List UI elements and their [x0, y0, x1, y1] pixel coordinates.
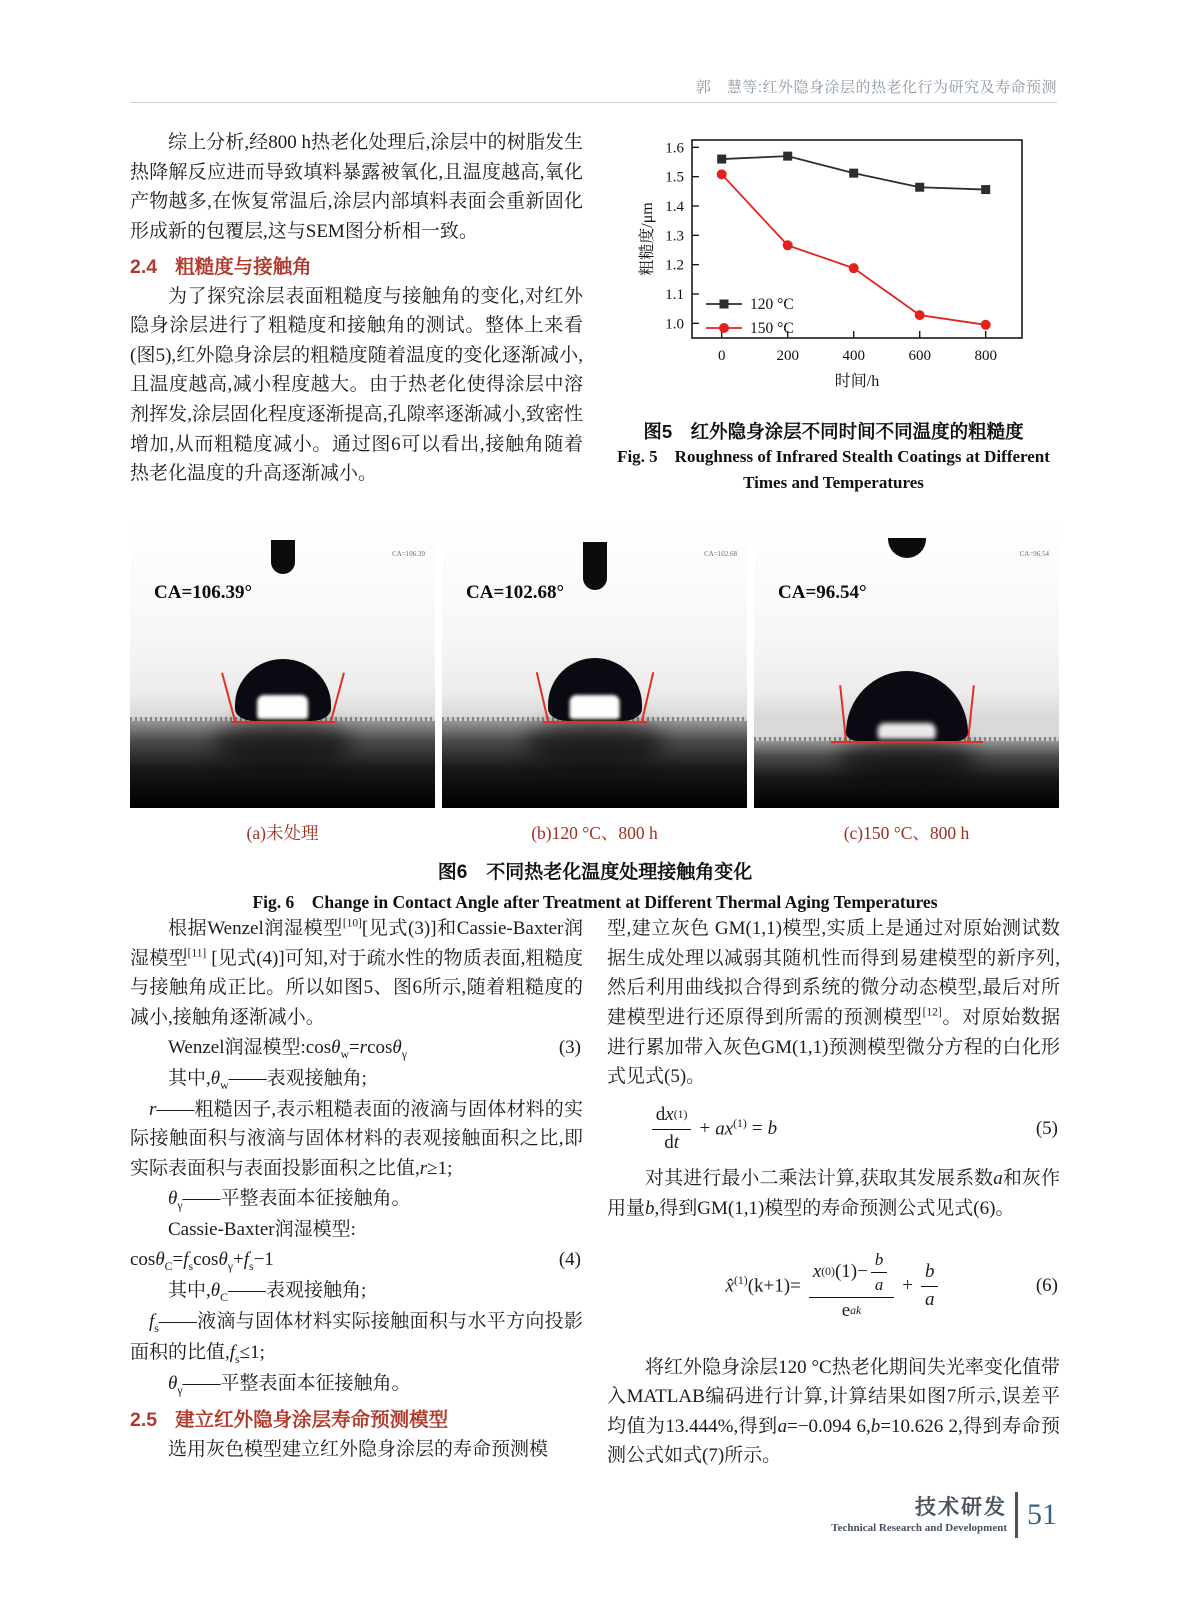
water-droplet — [846, 671, 968, 741]
angle-tangent-right — [967, 686, 975, 742]
page-footer — [831, 1492, 1057, 1538]
subcaption-a: (a)未处理 — [246, 823, 319, 843]
droplet-reflection — [213, 721, 353, 765]
section-heading-2-5 — [130, 1404, 583, 1432]
dosing-needle — [583, 542, 607, 590]
paragraph-wenzel: 根据Wenzel润湿模型[10][见式(3)]和Cassie-Baxter润湿模型[11] [见式(4)]可知,对于疏水性的物质表面,粗糙度与接触角成正比。所以如图5、图6所示,随着粗糙度的减小,接触角逐渐减小。 — [130, 917, 583, 1028]
angle-baseline — [231, 721, 335, 723]
svg-text:0: 0 — [717, 348, 725, 364]
definition-theta-w: 其中$,\theta_w——$表观接触角; — [168, 1067, 367, 1092]
paragraph-matlab-result: 将红外隐身涂层120 °C热老化期间失光率变化值带入MATLAB编码进行计算,计算结果如图7所示,误差平均值为13.444%,得到a=−0.094 6,b=10.626 2,得到寿命预测公式如式(7)所示。 — [607, 1356, 1061, 1467]
section-heading-2-4 — [130, 251, 583, 279]
figure5-block — [607, 128, 1060, 497]
paragraph-summary: 综上分析,经800 h热老化处理后,涂层中的树脂发生热降解反应进而导致填料暴露被氧化,且温度越高,氧化产物越多,在恢复常温后,涂层内部填料表面会重新固化形成新的包覆层,这与SEM图分析相一致。 — [130, 132, 583, 242]
svg-text:1.1: 1.1 — [664, 287, 684, 303]
angle-tangent-right — [330, 672, 345, 721]
bottom-right-column — [607, 914, 1060, 1471]
section-title: 建立红外隐身涂层寿命预测模型 — [175, 1409, 449, 1432]
svg-text:600: 600 — [907, 348, 931, 364]
svg-text:1.0: 1.0 — [664, 316, 684, 333]
angle-tangent-left — [839, 686, 847, 742]
bottom-left-column — [130, 914, 583, 1471]
paragraph-gm-model: 型,建立灰色 GM(1,1)模型,实质上是通过对原始测试数据生成处理以减弱其随机性而得到易建模型的新序列,然后利用曲线拟合得到系统的微分动态模型,最后对所建模型进行还原得到所需的预测模型[12]。对原始数据进行累加带入灰色GM(1,1)预测模型微分方程的白化形式见式(5)。 — [607, 918, 1060, 1088]
citation-10: [10] — [342, 917, 362, 930]
svg-text:1.2: 1.2 — [664, 257, 684, 274]
panel-subcaptions — [130, 820, 1060, 845]
droplet-highlight — [569, 695, 620, 719]
section-title: 粗糙度与接触角 — [175, 255, 312, 278]
paragraph-least-squares: 对其进行最小二乘法计算,获取其发展系数a和灰作用量b,得到GM(1,1)模型的寿命预测公式见式(6)。 — [607, 1168, 1060, 1219]
equation-6: x̂$^{(1)}$(k+1)= x (0) (1)− $\frac{b}{a}$ e ak + $\frac{b}{a}$ (6) — [725, 1249, 1058, 1321]
contact-angle-value: CA=96.54° — [778, 582, 867, 603]
angle-tangent-right — [641, 672, 654, 721]
svg-text:200: 200 — [775, 348, 799, 364]
dosing-needle — [888, 538, 926, 558]
contact-angle-value: CA=106.39° — [154, 582, 253, 603]
section-number: 2.5 — [130, 1409, 158, 1432]
bottom-section — [130, 914, 1060, 1471]
paragraph-grey-model-start: 选用灰色模型建立红外隐身涂层的寿命预测模 — [168, 1439, 549, 1461]
contact-angle-photo-b — [442, 518, 747, 808]
section-number: 2.4 — [130, 255, 158, 278]
subcaption-c: (c)150 °C、800 h — [843, 823, 970, 843]
figure6-caption-zh: 图6 不同热老化温度处理接触角变化 — [437, 862, 753, 883]
equation-4: $\cos\theta_C=f_s\cos\theta_\gamma+f_s-1$ (4) — [130, 1245, 583, 1276]
svg-text:1.4: 1.4 — [664, 199, 684, 215]
contact-angle-photo-a — [130, 518, 435, 808]
svg-text:120 °C: 120 °C — [749, 296, 794, 313]
fraction-main: x (0) (1)− $\frac{b}{a}$ e ak — [809, 1250, 894, 1323]
angle-tangent-left — [535, 672, 548, 721]
figure5-caption-zh: 图5 红外隐身涂层不同时间不同温度的粗糙度 — [643, 421, 1024, 442]
figure5-caption-en: Fig. 5 Roughness of Infrared Stealth Coatings at Different Times and Temperatures — [617, 447, 1050, 493]
contact-angle-photo-c — [754, 518, 1059, 808]
water-droplet — [548, 658, 642, 721]
svg-text:400: 400 — [841, 348, 865, 364]
running-head: 郭 慧等:红外隐身涂层的热老化行为研究及寿命预测 — [695, 79, 1057, 96]
definition-fs: $f_s——$液滴与固体材料实际接触面积与水平方向投影面积的比值$,f_s\le 1$; — [130, 1310, 583, 1366]
svg-text:1.5: 1.5 — [664, 169, 684, 186]
subcaption-b: (b)120 °C、800 h — [531, 823, 658, 843]
top-section — [130, 128, 1060, 497]
citation-12: [12] — [922, 1006, 942, 1019]
angle-baseline — [543, 721, 647, 723]
equation-number: (6) — [1035, 1274, 1058, 1296]
top-right-column — [607, 128, 1060, 497]
equation-number: (3) — [558, 1037, 581, 1059]
definition-theta-c: 其中$,\theta_C——$表观接触角; — [168, 1279, 367, 1304]
angle-tangent-left — [221, 672, 236, 721]
figure5-chart — [634, 128, 1034, 406]
page-number: 51 — [1027, 1498, 1057, 1531]
top-left-column — [130, 128, 583, 497]
equation-3: Wenzel润湿模型:cosθ$_w$=rcosθ$_\gamma$ (3) — [130, 1033, 583, 1064]
instrument-readout: CA=106.39 — [392, 550, 425, 558]
definition-theta-gamma-2: $\theta_\gamma——$平整表面本征接触角。 — [168, 1373, 411, 1397]
instrument-readout: CA=96.54 — [1019, 550, 1049, 558]
water-droplet — [235, 659, 331, 721]
svg-text:1.6: 1.6 — [664, 140, 684, 157]
header-divider — [130, 102, 1057, 103]
definition-r: r——粗糙因子,表示粗糙表面的液滴与固体材料的实际接触面积与液滴与固体材料的表观接触面积之比,即实际表面积与表面投影面积之比值,r≥1; — [130, 1098, 583, 1180]
fraction-b-a: $\frac{b}{a}$ — [871, 1250, 887, 1295]
svg-text:粗糙度/μm: 粗糙度/μm — [638, 202, 656, 276]
svg-text:1.3: 1.3 — [664, 228, 684, 245]
angle-baseline — [831, 741, 983, 743]
equation-number: (4) — [558, 1249, 581, 1271]
droplet-reflection — [837, 738, 977, 782]
svg-text:800: 800 — [973, 348, 997, 364]
paragraph-roughness: 为了探究涂层表面粗糙度与接触角的变化,对红外隐身涂层进行了粗糙度和接触角的测试。整体上来看(图5),红外隐身涂层的粗糙度随着温度的变化逐渐减小,且温度越高,减小程度越大。由于热老化使得涂层中溶剂挥发,涂层固化程度逐渐提高,孔隙率逐渐减小,致密性增加,从而粗糙度减小。通过图6可以看出,接触角随着热老化温度的升高逐渐减小。 — [130, 285, 583, 485]
footer-section-en: Technical Research and Development — [831, 1521, 1007, 1534]
droplet-reflection — [525, 721, 665, 765]
equation-5: d x (1) d t + $ax^{(1)}$ = b (5) — [607, 1104, 1060, 1155]
fraction-b-a-2: $\frac{b}{a}$ — [921, 1261, 939, 1312]
equation-number: (5) — [1035, 1117, 1058, 1139]
cassie-baxter-label: Cassie-Baxter润湿模型: — [168, 1218, 356, 1240]
dosing-needle — [271, 540, 295, 574]
definition-theta-gamma: $\theta_\gamma——$平整表面本征接触角。 — [168, 1187, 411, 1212]
footer-divider — [1015, 1492, 1018, 1538]
footer-section-zh: 技术研发 — [915, 1496, 1007, 1520]
svg-text:150 °C: 150 °C — [749, 320, 794, 337]
instrument-readout: CA=102.68 — [704, 550, 737, 558]
citation-11: [11] — [187, 947, 207, 960]
droplet-highlight — [257, 695, 309, 719]
figure6-caption-en: Fig. 6 Change in Contact Angle after Treatment at Different Thermal Aging Temperatures — [252, 892, 938, 912]
droplet-highlight — [877, 723, 936, 740]
fraction-dx-dt: d x (1) d t — [652, 1104, 692, 1155]
contact-angle-value: CA=102.68° — [466, 582, 565, 603]
contact-angle-panels — [130, 518, 1060, 808]
svg-text:时间/h: 时间/h — [834, 373, 879, 390]
figure6-block — [130, 518, 1060, 914]
